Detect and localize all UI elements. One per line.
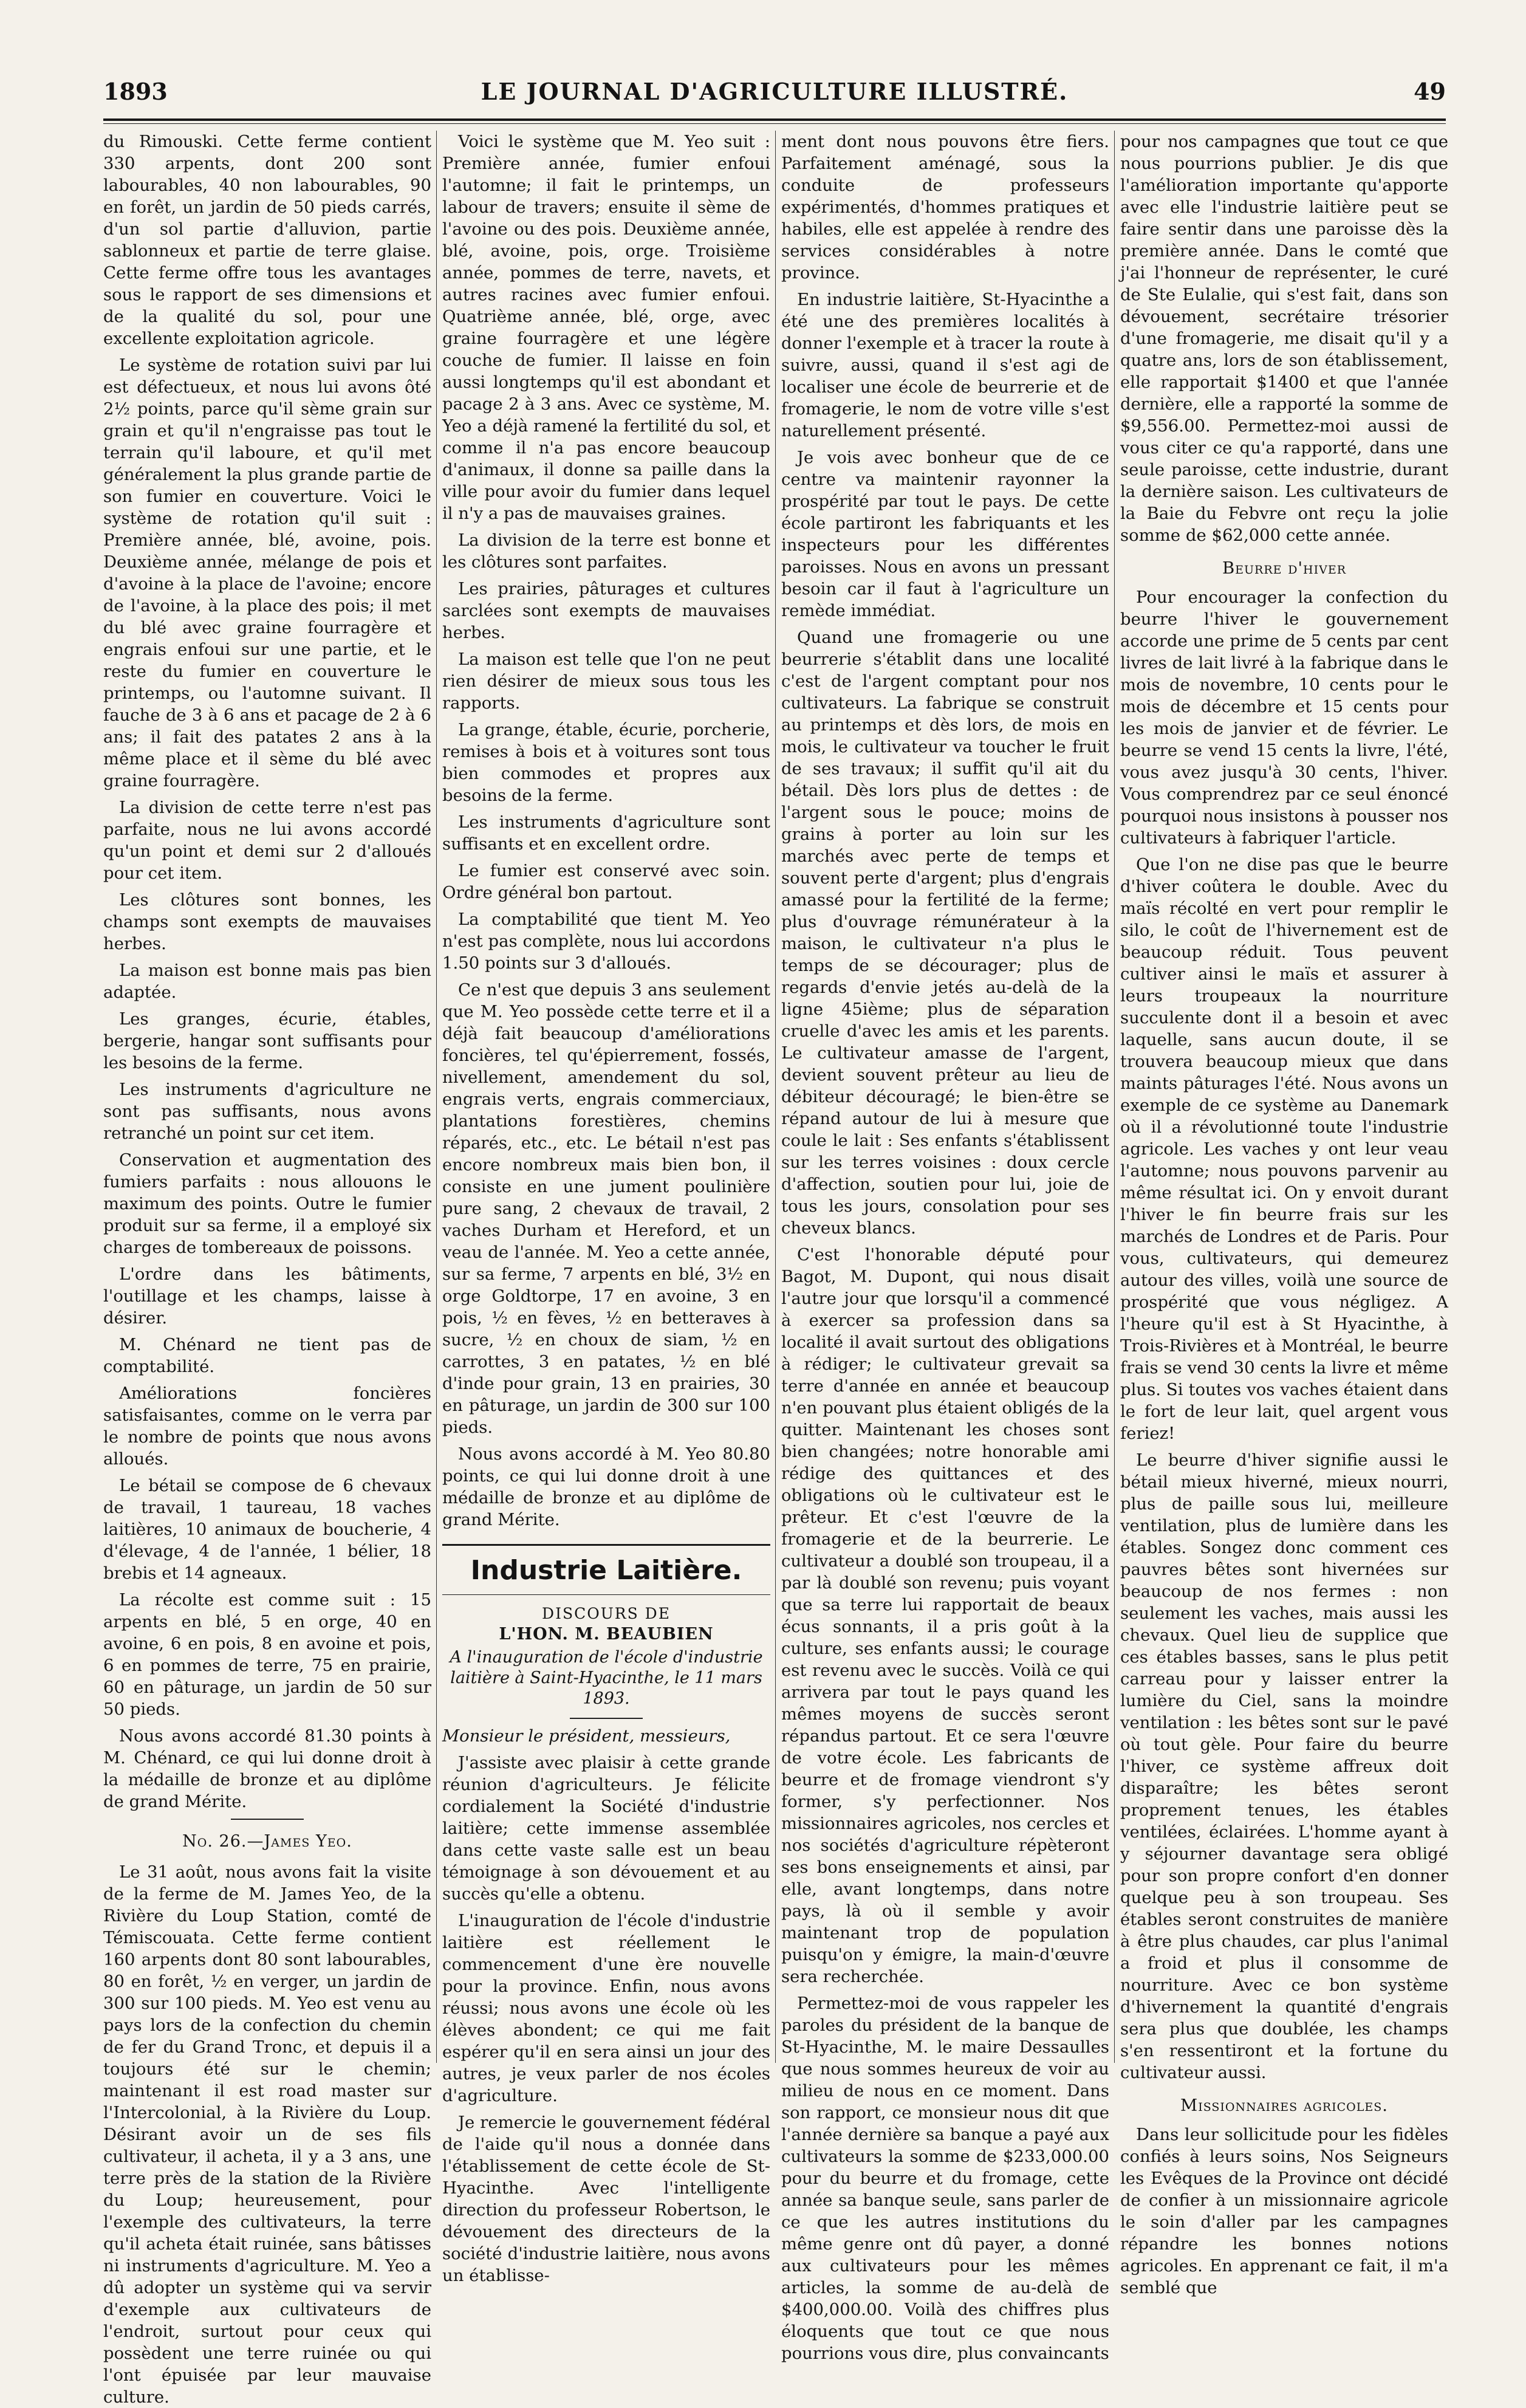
paragraph: C'est l'honorable député pour Bagot, M. Dupont, qui nous disait l'autre jour que lorsqu'il a commencé à exercer sa profession dans sa localité il avait surtout des obligations à rédiger; le cultivateur grevait sa terre d'année en année et beaucoup n'en pouvant plus étaient obligés de la quitter. Maintenant les choses sont bien changées; notre honorable ami rédige des quittances et des obligations où le cultivateur est le prêteur. Et c'est l'œuvre de la fromagerie et de la beurrerie. Le cultivateur a doublé son troupeau, il a par là doublé son revenu; puis voyant que sa terre lui rapportait de beaux écus sonnants, il a pris goût à la culture, ses enfants aussi; le courage est revenu avec le succès. Voilà ce qui arrivera par tout le pays quand les mêmes moyens de succès seront répandus partout. Et ce sera l'œuvre de votre école. Les fabricants de beurre et de fromage viendront s'y former, s'y perfectionner. Nos missionnaires agricoles, nos cercles et nos sociétés d'agriculture répèteront ses bons enseignements et ainsi, par elle, avant longtemps, dans notre pays, là où il semble y avoir maintenant trop de population puisqu'on y émigre, la main-d'œuvre sera recherchée.	[781, 1245, 1109, 1986]
paragraph: Le 31 août, nous avons fait la visite de la ferme de M. James Yeo, de la Rivière du Loup Station, comté de Témiscouata. Cette ferme contient 160 arpents dont 80 sont labourables, 80 en forêt, ½ en verger, un jardin de 300 sur 100 pieds. M. Yeo est venu au pays lors de la confection du chemin de fer du Grand Tronc, et depuis il a toujours été sur le chemin; maintenant il est road master sur l'Intercolonial, à la Rivière du Loup. Désirant avoir un de ses fils cultivateur, il acheta, il y a 3 ans, une terre près de la station de la Rivière du Loup; heureusement, pour l'exemple des cultivateurs, la terre qu'il acheta était ruinée, sans bâtisses ni instruments d'agriculture. M. Yeo a dû adopter un système qui va servir d'exemple aux cultivateurs de l'endroit, surtout pour ceux qui possèdent une terre ruinée ou qui l'ont épuisée par leur mauvaise culture.	[103, 1862, 431, 2407]
paragraph: Les instruments d'agriculture sont suffisants et en excellent ordre.	[442, 812, 770, 854]
page-header	[103, 78, 1446, 114]
paragraph: Nous avons accordé 81.30 points à M. Chénard, ce qui lui donne droit à la médaille de bronze et au diplôme de grand Mérite.	[103, 1726, 431, 1811]
paragraph: Le bétail se compose de 6 chevaux de travail, 1 taureau, 18 vaches laitières, 10 animaux de boucherie, 4 d'élevage, 4 de l'année, 1 bélier, 18 brebis et 14 agneaux.	[103, 1476, 431, 1583]
paragraph: En industrie laitière, St-Hyacinthe a été une des premières localités à donner l'exemple et à tracer la route à suivre, aussi, quand il s'est agi de localiser une école de beurrerie et de fromagerie, le nom de votre ville s'est naturellement présenté.	[781, 290, 1109, 441]
paragraph: pour nos campagnes que tout ce que nous pourrions publier. Je dis que l'amélioration importante qu'apporte avec elle l'industrie laitière peut se faire sentir dans une paroisse dès la première année. Dans le comté que j'ai l'honneur de représenter, le curé de Ste Eulalie, qui s'est fait, dans son dévouement, secrétaire trésorier d'une fromagerie, me disait qu'il y a quatre ans, lors de son établissement, elle rapportait $1400 et que l'année dernière, elle a rapporté la somme de $9,556.00. Permettez-moi aussi de vous citer ce qu'a rapporté, dans une seule paroisse, cette industrie, durant la dernière saison. Les cultivateurs de la Baie du Febvre ont reçu la jolie somme de $62,000 cette année.	[1120, 132, 1448, 545]
paragraph: La division de cette terre n'est pas parfaite, nous ne lui avons accordé qu'un point et demi sur 2 d'alloués pour cet item.	[103, 798, 431, 883]
paragraph: Les prairies, pâturages et cultures sarclées sont exempts de mauvaises herbes.	[442, 579, 770, 642]
header-page-number: 49	[1414, 78, 1446, 105]
column-1	[103, 131, 431, 2407]
column-3	[781, 131, 1109, 2363]
paragraph: Permettez-moi de vous rappeler les paroles du président de la banque de St-Hyacinthe, M. le maire Dessaulles que nous sommes heureux de voir au milieu de nous en ce moment. Dans son rapport, ce monsieur nous dit que l'année dernière sa banque a payé aux cultivateurs la somme de $233,000.00 pour du beurre et du fromage, cette année sa banque seule, sans parler de ce que les autres institutions du même genre ont dû payer, a donné aux cultivateurs pour les mêmes articles, la somme de au-delà de $400,000.00. Voilà des chiffres plus éloquents que tout ce que nous pourrions vous dire, plus convaincants	[781, 1994, 1109, 2363]
paragraph: Je remercie le gouvernement fédéral de l'aide qu'il nous a donnée dans l'établissement de cette école de St-Hyacinthe. Avec l'intelligente direction du professeur Robertson, le dévouement des directeurs de la société d'industrie laitière, nous avons un établisse-	[442, 2113, 770, 2285]
paragraph: Les clôtures sont bonnes, les champs sont exempts de mauvaises herbes.	[103, 890, 431, 953]
column-4	[1120, 131, 1448, 2297]
paragraph: M. Chénard ne tient pas de comptabilité.	[103, 1335, 431, 1376]
paragraph: Conservation et augmentation des fumiers parfaits : nous allouons le maximum des points. Outre le fumier produit sur sa ferme, il a employé six charges de tombereaux de poissons.	[103, 1150, 431, 1257]
separator	[570, 1718, 643, 1719]
column-divider	[1114, 131, 1115, 2063]
paragraph: Le système de rotation suivi par lui est défectueux, et nous lui avons ôté 2½ points, parce qu'il sème grain sur grain et qu'il n'engraisse pas tout le terrain qu'il laboure, et qu'il met généralement la plus grande partie de son fumier en couverture. Voici le système de rotation qu'il suit : Première année, blé, avoine, pois. Deuxième année, mélange de pois et d'avoine à la place de l'avoine; encore de l'avoine, à la place des pois; il met du blé avec graine fourragère et engrais enfoui sur une partie, et le reste du fumier en couverture le printemps, ou l'automne suivant. Il fauche de 3 à 6 ans et pacage de 2 à 6 ans; il fait des patates 2 ans à la même place et il sème du blé avec graine fourragère.	[103, 355, 431, 791]
header-year: 1893	[103, 78, 168, 105]
paragraph: Dans leur sollicitude pour les fidèles confiés à leurs soins, Nos Seigneurs les Evêques de la Province ont décidé de confier à un missionnaire agricole le soin d'aller par les campagnes répandre les bonnes notions agricoles. En apprenant ce fait, il m'a semblé que	[1120, 2125, 1448, 2297]
paragraph: La récolte est comme suit : 15 arpents en blé, 5 en orge, 40 en avoine, 6 en pois, 8 en avoine et pois, 6 en pommes de terre, 75 en prairie, 60 en pâturage, un jardin de 50 sur 50 pieds.	[103, 1590, 431, 1719]
paragraph: La grange, étable, écurie, porcherie, remises à bois et à voitures sont tous bien commodes et propres aux besoins de la ferme.	[442, 720, 770, 805]
paragraph: Que l'on ne dise pas que le beurre d'hiver coûtera le double. Avec du maïs récolté en vert pour remplir le silo, le coût de l'hivernement est de beaucoup réduit. Tous peuvent cultiver ainsi le maïs et assurer à leurs troupeaux la nourriture succulente dont il a besoin et avec laquelle, sans aucun doute, il se trouvera beaucoup mieux que dans maints pâturages l'été. Nous avons un exemple de ce système au Danemark où il a révolutionné toute l'industrie agricole. Les vaches y ont leur veau l'automne; nous pouvons parvenir au même résultat ici. On y envoit durant l'hiver le fin beurre frais sur les marchés de Londres et de Paris. Pour vous, cultivateurs, qui demeurez autour des villes, voilà une source de prospérité que vous négligez. A l'heure qu'il est à St Hyacinthe, à Trois-Rivières et à Montréal, le beurre frais se vend 30 cents la livre et même plus. Si toutes vos vaches étaient dans le fort de leur lait, quel argent vous feriez!	[1120, 855, 1448, 1443]
paragraph: du Rimouski. Cette ferme contient 330 arpents, dont 200 sont labourables, 40 non labourables, 90 en forêt, un jardin de 50 pieds carrés, d'un sol partie d'alluvion, partie sablonneux et partie de terre glaise. Cette ferme offre tous les avantages sous le rapport de ses dimensions et de la qualité du sol, pour une excellente exploitation agricole.	[103, 132, 431, 348]
section-heading: Beurre d'hiver	[1222, 558, 1347, 578]
paragraph: Le fumier est conservé avec soin. Ordre général bon partout.	[442, 861, 770, 902]
section-header-box	[442, 1544, 770, 1595]
paragraph: Quand une fromagerie ou une beurrerie s'établit dans une localité c'est de l'argent comptant pour nos cultivateurs. La fabrique se construit au printemps et dès lors, de mois en mois, le cultivateur va toucher le fruit de ses travaux; il suffit qu'il ait du bétail. Dès lors plus de dettes : de l'argent sous le pouce; moins de grains à porter au loin sur les marchés avec perte de temps et souvent perte d'argent; plus d'engrais amassé pour la fertilité de la ferme; plus d'ouvrage rémunérateur à la maison, le cultivateur n'a plus le temps de se décourager; plus de regards d'envie jetés au-delà de la ligne 45ième; plus de séparation cruelle d'avec les amis et les parents. Le cultivateur amasse de l'argent, devient souvent prêteur au lieu de débiteur découragé; le bien-être se répand autour de lui à mesure que coule le lait : Ses enfants s'établissent sur les terres voisines : doux cercle d'affection, soutien pour lui, joie de tous les jours, consolation pour ses cheveux blancs.	[781, 628, 1109, 1238]
column-2	[442, 131, 770, 2285]
paragraph: L'ordre dans les bâtiments, l'outillage et les champs, laisse à désirer.	[103, 1264, 431, 1328]
paragraph: ment dont nous pouvons être fiers. Parfaitement aménagé, sous la conduite de professeurs expérimentés, d'hommes pratiques et habiles, elle est appelée à rendre des services considérables à notre province.	[781, 132, 1109, 283]
paragraph: La comptabilité que tient M. Yeo n'est pas complète, nous lui accordons 1.50 points sur 3 d'alloués.	[442, 910, 770, 973]
discourse-occasion: A l'inauguration de l'école d'industrie laitière à Saint-Hyacinthe, le 11 mars 1893.	[450, 1648, 763, 1708]
paragraph: La maison est bonne mais pas bien adaptée.	[103, 961, 431, 1002]
paragraph: Améliorations foncières satisfaisantes, comme on le verra par le nombre de points que nous avons alloués.	[103, 1384, 431, 1469]
discourse-label: DISCOURS DE	[542, 1605, 671, 1622]
header-rule	[103, 118, 1446, 121]
discourse-speaker: L'HON. M. BEAUBIEN	[499, 1625, 714, 1644]
paragraph: La division de la terre est bonne et les clôtures sont parfaites.	[442, 530, 770, 572]
header-rule-thin	[103, 123, 1446, 124]
header-title: LE JOURNAL D'AGRICULTURE ILLUSTRÉ.	[481, 78, 1069, 105]
paragraph: L'inauguration de l'école d'industrie laitière est réellement le commencement d'une ère nouvelle pour la province. Enfin, nous avons réussi; nous avons une école où les élèves abondent; ce qui me fait espérer qu'il en sera ainsi un jour des autres, je veux parler de nos écoles d'agriculture.	[442, 1911, 770, 2105]
paragraph: Le beurre d'hiver signifie aussi le bétail mieux hiverné, mieux nourri, plus de paille sous lui, meilleure ventilation, plus de lumière dans les étables. Songez donc comment ces pauvres bêtes sont hivernées sur beaucoup de nos fermes : non seulement les vaches, mais aussi les chevaux. Quel lieu de supplice que ces étables basses, sans le plus petit carreau pour y laisser entrer la lumière du Ciel, sans la moindre ventilation : les bêtes sont sur le pavé où tout gèle. Pour faire du beurre l'hiver, ce système affreux doit disparaître; les bêtes seront proprement tenues, les étables ventilées, éclairées. L'homme ayant à y séjourner davantage sera obligé pour son propre confort d'en donner quelque peu à son troupeau. Ses étables seront construites de manière à être plus chaudes, car plus l'animal a froid et plus il consomme de nourriture. Avec ce bon système d'hivernement la quantité d'engrais sera plus que doublée, les champs s'en ressentiront et la fortune du cultivateur aussi.	[1120, 1450, 1448, 2082]
paragraph: Pour encourager la confection du beurre l'hiver le gouvernement accorde une prime de 5 cents par cent livres de lait livré à la fabrique dans le mois de novembre, 10 cents pour le mois de décembre et 15 cents pour les mois de janvier et de février. Le beurre se vend 15 cents la livre, l'été, vous avez jusqu'à 30 cents, l'hiver. Vous comprendrez par ce seul énoncé pourquoi nous insistons à pousser nos cultivateurs à fabriquer l'article.	[1120, 588, 1448, 848]
farm-entry-heading: No. 26.—James Yeo.	[182, 1832, 352, 1851]
paragraph: Voici le système que M. Yeo suit : Première année, fumier enfoui l'automne; il fait le printemps, un labour de travers; ensuite il sème de l'avoine ou des pois. Deuxième année, blé, avoine, pois, orge. Troisième année, pommes de terre, navets, et autres racines avec fumier enfoui. Quatrième année, blé, orge, avec graine fourragère et une légère couche de fumier. Il laisse en foin aussi longtemps qu'il est abondant et pacage 2 à 3 ans. Avec ce système, M. Yeo a déjà ramené la fertilité du sol, et comme il n'a pas encore beaucoup d'animaux, il donne sa paille dans la ville pour avoir du fumier dans lequel il n'y a pas de mauvaises graines.	[442, 132, 770, 523]
section-title: Industrie Laitière.	[470, 1555, 742, 1586]
paragraph: La maison est telle que l'on ne peut rien désirer de mieux sous tous les rapports.	[442, 650, 770, 713]
paragraph: Nous avons accordé à M. Yeo 80.80 points, ce qui lui donne droit à une médaille de bronze et au diplôme de grand Mérite.	[442, 1444, 770, 1529]
column-divider	[775, 131, 776, 2063]
paragraph: Les instruments d'agriculture ne sont pas suffisants, nous avons retranché un point sur cet item.	[103, 1080, 431, 1143]
column-divider	[436, 131, 437, 2063]
paragraph: Ce n'est que depuis 3 ans seulement que M. Yeo possède cette terre et il a déjà fait beaucoup d'améliorations foncières, tel qu'épierrement, fossés, nivellement, amendement du sol, engrais verts, engrais commerciaux, plantations forestières, chemins réparés, etc., etc. Le bétail n'est pas encore nombreux mais bien bon, il consiste en une jument poulinière pure sang, 2 chevaux de travail, 2 vaches Durham et Hereford, et un veau de l'année. M. Yeo a cette année, sur sa ferme, 7 arpents en blé, 3½ en orge Goldtorpe, 17 en avoine, 3 en pois, ½ en fèves, ½ en betteraves à sucre, ½ en choux de siam, ½ en carrottes, 3 en patates, ½ en blé d'inde pour grain, 13 en prairies, 30 en pâturage, un jardin de 300 sur 100 pieds.	[442, 980, 770, 1437]
paragraph: Je vois avec bonheur que de ce centre va maintenir rayonner la prospérité par tout le pays. De cette école partiront les fabriquants et les inspecteurs pour les différentes paroisses. Nous en avons un pressant besoin car il faut à l'agriculture un remède immédiat.	[781, 448, 1109, 620]
salutation: Monsieur le président, messieurs,	[442, 1726, 731, 1746]
separator	[231, 1819, 304, 1820]
paragraph: J'assiste avec plaisir à cette grande réunion d'agriculteurs. Je félicite cordialement la Société d'industrie laitière; cette immense assemblée dans cette vaste salle est un beau témoignage à son dévouement et au succès qu'elle a obtenu.	[442, 1753, 770, 1904]
paragraph: Les granges, écurie, étables, bergerie, hangar sont suffisants pour les besoins de la ferme.	[103, 1009, 431, 1072]
section-heading: Missionnaires agricoles.	[1180, 2096, 1388, 2115]
